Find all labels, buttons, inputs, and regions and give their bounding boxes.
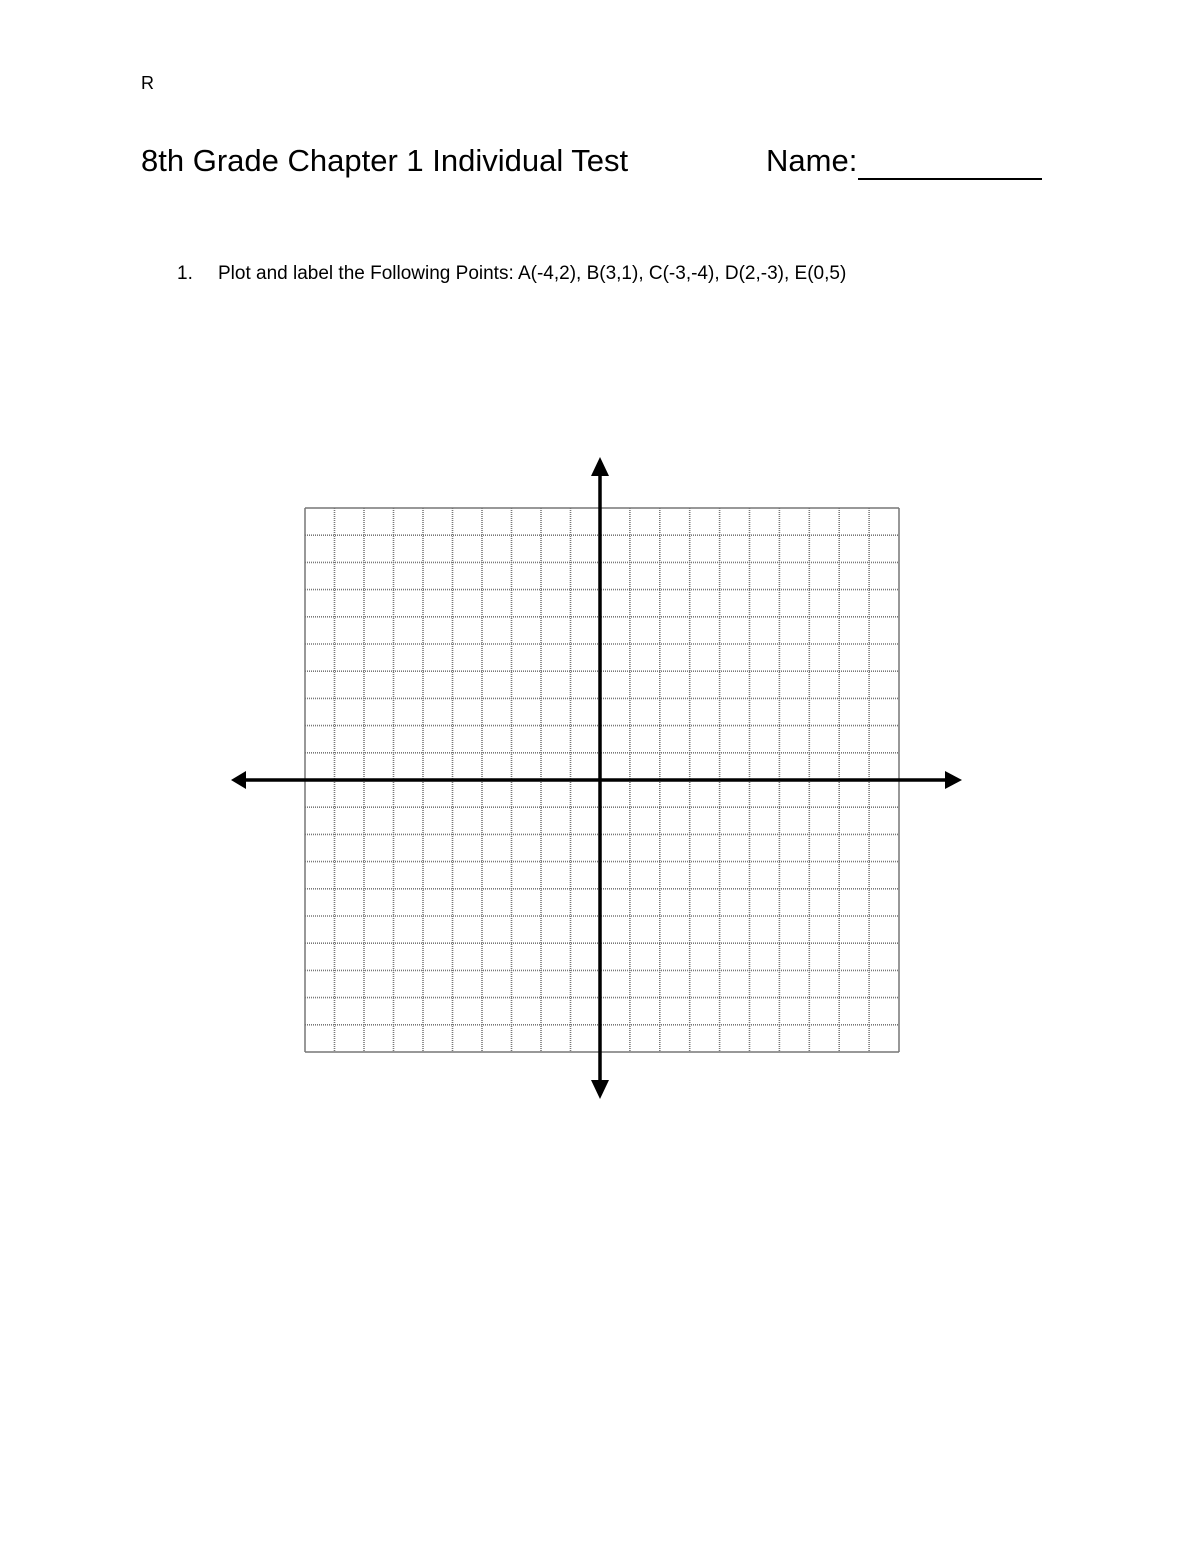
question-text: Plot and label the Following Points: A(-4,2), B(3,1), C(-3,-4), D(2,-3), E(0,5) xyxy=(218,263,847,284)
corner-mark: R xyxy=(141,73,154,93)
page-title: 8th Grade Chapter 1 Individual Test xyxy=(141,143,629,178)
x-axis-left-arrow xyxy=(231,771,246,789)
name-label: Name: xyxy=(766,143,858,178)
y-axis-down-arrow xyxy=(591,1080,609,1099)
axes xyxy=(231,457,962,1099)
y-axis-up-arrow xyxy=(591,457,609,476)
question-number: 1. xyxy=(177,263,193,284)
x-axis-right-arrow xyxy=(945,771,962,789)
